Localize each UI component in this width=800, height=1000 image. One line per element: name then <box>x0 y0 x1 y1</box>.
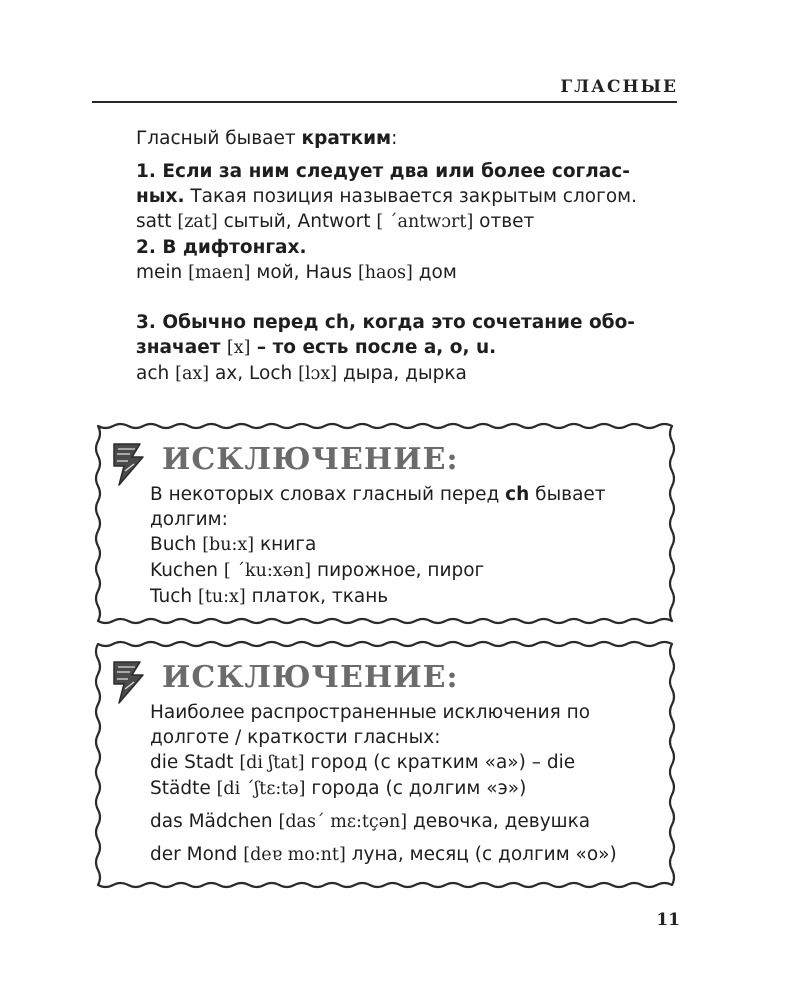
rule3-heading2-b: – то есть после a, o, u. <box>250 337 497 358</box>
rule3-heading <box>136 310 681 335</box>
translation: девочка, девушка <box>407 811 591 832</box>
rule3-line2 <box>136 335 681 361</box>
transcription: [das´ mɛ:tçən] <box>278 812 408 832</box>
intro-part: бывает <box>529 484 606 505</box>
example-word: das Mädchen <box>150 811 279 832</box>
rule3-example <box>136 361 681 387</box>
translation: ах, <box>209 363 250 384</box>
transcription: [x] <box>226 338 251 358</box>
exception-body <box>150 700 672 868</box>
example-word: Antwort <box>297 211 371 232</box>
rule2-heading <box>136 235 681 260</box>
rule3-heading2-a: значает <box>136 337 227 358</box>
rule1-heading-cont: ных. <box>136 186 185 207</box>
translation: сытый, <box>217 211 298 232</box>
intro-part: В некоторых словах гласный перед <box>150 484 506 505</box>
transcription: [di ´ʃtɛ:tə] <box>216 779 306 799</box>
transcription: [zat] <box>177 212 218 232</box>
list-item <box>150 532 672 558</box>
transcription: [ax] <box>175 364 210 384</box>
translation: пирожное, пирог <box>311 560 485 581</box>
header-divider <box>92 101 677 103</box>
rule1-example <box>136 209 681 235</box>
translation: дом <box>412 262 457 283</box>
transcription: [di ʃtat] <box>239 753 305 773</box>
intro-line <box>136 126 681 151</box>
example-word: satt <box>136 211 172 232</box>
example-word: die Stadt <box>150 752 240 773</box>
exception-body <box>150 482 672 610</box>
rule1-heading <box>136 159 681 184</box>
rule3-heading-text: 3. Обычно перед ch, когда это сочетание обо- <box>136 312 635 333</box>
example-word: mein <box>136 262 183 283</box>
page-number: 11 <box>656 910 680 930</box>
exception-box-2 <box>92 638 678 891</box>
example-word: ach <box>136 363 170 384</box>
list-item <box>150 776 672 802</box>
translation: дыра, дырка <box>337 363 467 384</box>
example-word: Tuch <box>150 586 193 607</box>
rule1-heading-text: 1. Если за ним следует два или более соглас- <box>136 161 630 182</box>
transcription: [haos] <box>357 263 413 283</box>
transcription: [ ´antwɔrt] <box>376 212 474 232</box>
rule1-line2 <box>136 184 681 209</box>
translation: город (с кратким «а») – die <box>304 752 576 773</box>
transcription: [lɔx] <box>298 364 338 384</box>
exception-title: ИСКЛЮЧЕНИЕ: <box>162 442 459 477</box>
translation: мой, <box>250 262 306 283</box>
translation: города (с долгим «э») <box>305 778 527 799</box>
intro-bold: ch <box>505 484 530 505</box>
exception-intro-cont: долготе / краткости гласных: <box>150 727 441 748</box>
list-item <box>150 750 672 776</box>
transcription: [ ´ku:xən] <box>223 561 312 581</box>
translation: ответ <box>473 211 535 232</box>
rule2-heading-text: 2. В дифтонгах. <box>136 237 307 258</box>
list-item <box>150 558 672 584</box>
translation: книга <box>254 534 317 555</box>
transcription: [tu:x] <box>198 587 246 607</box>
list-item <box>150 584 672 610</box>
lightning-bolt-icon <box>110 442 146 486</box>
transcription: [bu:x] <box>202 535 255 555</box>
transcription: [maen] <box>188 263 251 283</box>
translation: платок, ткань <box>245 586 389 607</box>
example-word: der Mond <box>150 844 244 865</box>
exception-box-1 <box>92 420 678 627</box>
exception-title: ИСКЛЮЧЕНИЕ: <box>162 660 459 695</box>
main-content <box>136 126 681 387</box>
section-title: ГЛАСНЫЕ <box>560 77 678 97</box>
example-word: Buch <box>150 534 197 555</box>
exception-intro-cont: долгим: <box>150 509 228 530</box>
rule2-example <box>136 260 681 286</box>
exception-intro: Наиболее распространенные исключения по <box>150 702 591 723</box>
intro-bold: кратким <box>301 128 392 149</box>
list-item <box>150 842 672 868</box>
example-word: Kuchen <box>150 560 218 581</box>
intro-end: : <box>391 128 398 149</box>
intro-text: Гласный бывает <box>136 128 302 149</box>
example-word: Loch <box>249 363 293 384</box>
example-word: Städte <box>150 778 217 799</box>
exception-intro <box>150 482 672 507</box>
translation: луна, месяц (с долгим «о») <box>345 844 617 865</box>
transcription: [deɐ mo:nt] <box>243 845 346 865</box>
lightning-bolt-icon <box>110 660 146 704</box>
example-word: Haus <box>305 262 353 283</box>
list-item <box>150 809 672 835</box>
rule1-text: Такая позиция называется закрытым слогом. <box>184 186 637 207</box>
